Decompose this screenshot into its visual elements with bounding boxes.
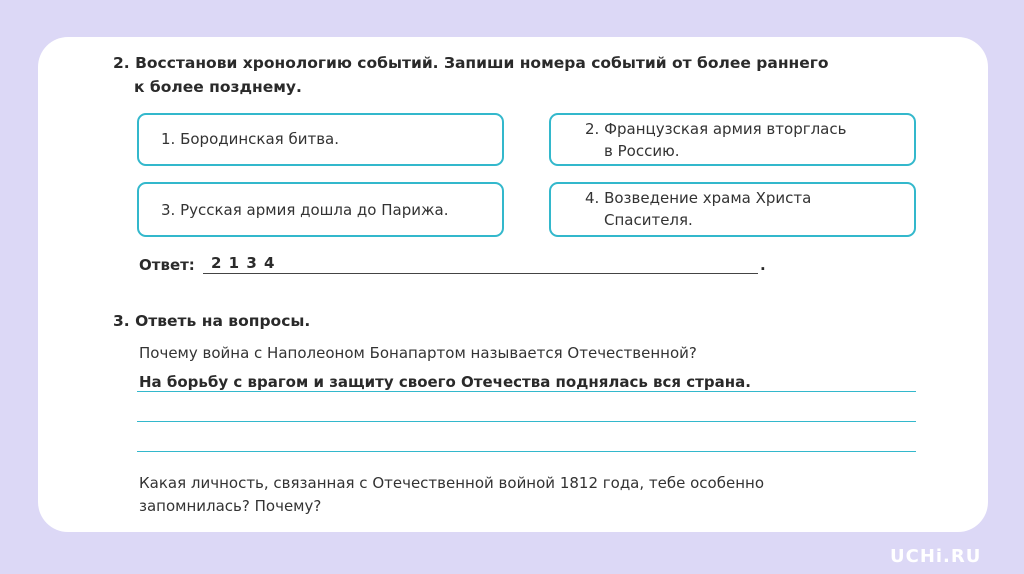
task3-title: 3. Ответь на вопросы. [113, 312, 311, 330]
event-card-4 [549, 182, 916, 237]
question-2-line2: запомнилась? Почему? [139, 497, 322, 515]
answer-1: На борьбу с врагом и защиту своего Отечества поднялась вся страна. [139, 373, 751, 391]
event-2-text-line2: в Россию. [604, 142, 680, 160]
event-card-1 [137, 113, 504, 166]
answer-line-2 [137, 421, 916, 422]
worksheet-card [38, 37, 988, 532]
answer-end-period: . [760, 256, 766, 274]
question-2-line1: Какая личность, связанная с Отечественной войной 1812 года, тебе особенно [139, 474, 764, 492]
answer-value: 2 1 3 4 [211, 254, 276, 272]
event-4-text-line2: Спасителя. [604, 211, 693, 229]
answer-underline [203, 273, 758, 274]
task2-title-line2: к более позднему. [134, 78, 302, 96]
event-2-text-line1: 2. Французская армия вторглась [585, 120, 847, 138]
answer-line-1 [137, 391, 916, 392]
answer-line-3 [137, 451, 916, 452]
uchi-logo: UCHi.RU [890, 546, 982, 567]
event-card-2 [549, 113, 916, 166]
answer-label: Ответ: [139, 256, 195, 274]
event-4-text-line1: 4. Возведение храма Христа [585, 189, 812, 207]
task2-title-line1: 2. Восстанови хронологию событий. Запиши номера событий от более раннего [113, 54, 829, 72]
question-1: Почему война с Наполеоном Бонапартом называется Отечественной? [139, 344, 697, 362]
event-3-text: 3. Русская армия дошла до Парижа. [161, 201, 449, 219]
event-card-3 [137, 182, 504, 237]
event-1-text: 1. Бородинская битва. [161, 130, 340, 148]
